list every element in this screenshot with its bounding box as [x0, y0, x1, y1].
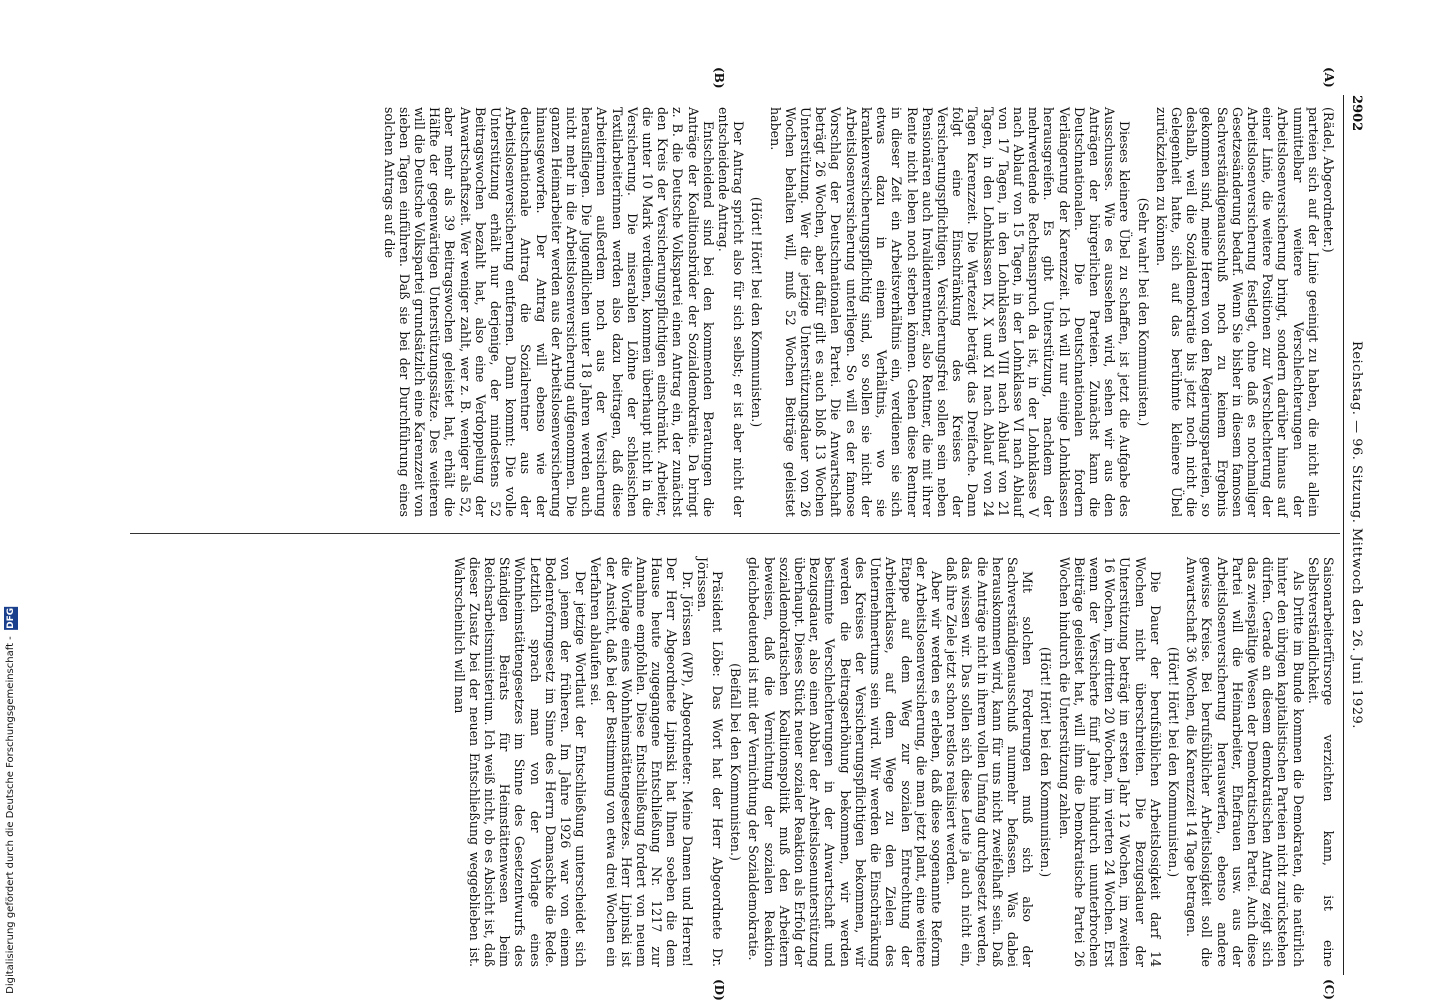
left-column [381, 107, 1336, 517]
paragraph: Saisonarbeiterfürsorge verzichten kann, ist eine Selbstverständlichkeit. [1305, 557, 1336, 967]
rotated-page-content [126, 67, 1366, 1001]
right-column [451, 557, 1336, 967]
paragraph: Der Antrag spricht also für sich selbst; er ist aber nicht der entscheidende Antrag. [716, 107, 747, 517]
credit-text: Digitalisierung gefördert durch die Deutsche Forschungsgemeinschaft - [5, 636, 16, 994]
paragraph: Mit solchen Forderungen muß sich also der Sachverständigenausschuß nunmehr befassen. Was dabei herauskommen wird, kann für uns nicht zweifelhaft sein. Daß die Anträge nicht in ihrem vollen Umfang durchgesetzt werden, das wissen wir. Das sollen sich diese Leute ja auch nicht ein, daß ihre Ziele jetzt schon restlos realisiert werden. [944, 557, 1036, 967]
paragraph: Aber wir werden es erleben, daß diese sogenannte Reform der Arbeitslosenversicherung, die man jetzt plant, eine weitere Etappe auf dem Weg zur sozialen Entrechtung der Arbeiterklasse, auf dem Wege zu den Zielen des Unternehmertums sein wird. Wir werden die Einschränkung des Kreises der Versicherungspflichtigen bekommen, wir werden die Beitragserhöhung bekommen, wir werden bestimmte Verschlechterungen in der Anwartschaft und Bezugsdauer, also einen Abbau der Arbeitslosenunterstützung überhaupt. Dieses Stück neuer sozialer Reaktion als Erfolg der sozialdemokratischen Koalitionspolitik muß den Arbeitern beweisen, daß die Vernichtung der sozialen Reaktion gleichbedeutend ist mit der Vernichtung der Sozialdemokratie. [746, 557, 944, 967]
interjection: (Sehr wahr! bei den Kommunisten.) [1135, 197, 1151, 427]
paragraph: Der jetzige Wortlaut der Entschließung unterscheidet sich von jenem der früheren. Im Jahre 1926 war von einem Bodenreformgesetz im Sinne des Herrn Damaschke die Rede. Letztlich sprach man von der Vorlage eines Wohnheimstättengesetzes im Sinne des Gesetzentwurfs des Ständigen Beirats für Heimstättenwesen beim Reichsarbeitsministerium. Ich weiß nicht, ob es Absicht ist, daß dieser Zusatz bei der neuen Entschließung weggeblieben ist. Wahrscheinlich will man [451, 557, 589, 967]
dfg-logo: DFG [6, 608, 16, 630]
column-divider [130, 533, 1340, 534]
speaker-heading: (Rädel, Abgeordneter.) [1321, 107, 1336, 253]
page-header [1344, 95, 1366, 975]
paragraph: Präsident Löbe: Das Wort hat der Herr Abgeordnete Dr. Jörissen. [694, 557, 726, 967]
margin-mark-c: (C) [1322, 979, 1336, 1000]
paragraph: Entscheidend sind bei den kommenden Beratungen die Anträge der Koalitionsbrüder der Sozialdemokratie. Da bringt z. B. die Deutsche Volkspartei einen Antrag ein, der zunächst den Kreis der Versicherungspflichtigen einschränkt. Arbeiter, die unter 10 Mark verdienen, kommen überhaupt nicht in die Versicherung. Die miserablen Löhne der schlesischen Textilarbeiterinnen werden also dazu beitragen, daß diese Arbeiterinnen außerdem noch aus der Versicherung herausfliegen. Die Jugendlichen unter 18 Jahren werden auch nicht mehr in die Arbeitslosenversicherung aufgenommen. Die ganzen Heimarbeiter werden aus der Arbeitslosenversicherung hinausgeworfen. Der Antrag will ebenso wie der deutschnationale Antrag die Sozialrentner aus der Arbeitslosenversicherung entfernen. Dann kommt: Die volle Unterstützung erhält nur derjenige, der mindestens 52 Beitragswochen bezahlt hat, also eine Verdoppelung der Anwartschaftszeit. Wer weniger zahlt, wer z. B. weniger als 52, aber mehr als 39 Beitragswochen geleistet hat, erhält die Hälfte der gegenwärtigen Unterstützungssätze. Des weiteren will die Deutsche Volkspartei grundsätzlich eine Karenzzeit von sieben Tagen einführen. Daß sie bei der Durchführung eines solchen Antrags auf die [381, 107, 716, 517]
interjection: (Hört! Hört! bei den Kommunisten.) [1038, 646, 1054, 878]
paragraph: Die Dauer der berufsüblichen Arbeitslosigkeit darf 14 Wochen nicht überschreiten. Die Bezugsdauer der Unterstützung beträgt im ersten Jahr 12 Wochen, im zweiten 16 Wochen, im dritten 20 Wochen, im vierten 24 Wochen. Erst wenn der Versicherte fünf Jahre hindurch ununterbrochen Beiträge geleistet hat, will ihm die Demokratische Partei 26 Wochen hindurch die Unterstützung zahlen. [1056, 557, 1163, 967]
margin-mark-a: (A) [1322, 67, 1336, 88]
paragraph: parteien sich auf der Linie geeinigt zu haben, die nicht allein unmittelbar weitere Verschlechterungen der Arbeitslosenversicherung bringt, sondern darüber hinaus auf einer Linie, die weitere Positionen zur Verschlechterung der Arbeitslosenversicherung festlegt, ohne daß es nochmaliger Gesetzesänderung bedarf. Wenn Sie bisher in diesem famosen Sachverständigenausschuß noch zu keinem Ergebnis gekommen sind, meine Herren von den Regierungsparteien, so deshalb, weil die Sozialdemokratie bis jetzt noch nicht die Gelegenheit hatte, sich auf das berühmte kleinere Übel zurückziehen zu können. [1153, 107, 1321, 517]
page-number: 2902 [1349, 95, 1364, 132]
interjection: (Hört! Hört! bei den Kommunisten.) [1165, 646, 1181, 878]
interjection: (Beifall bei den Kommunisten.) [728, 663, 744, 861]
paragraph: Dr. Jörissen (WP), Abgeordneter: Meine Damen und Herren! Der Herr Abgeordnete Lipinski hat Ihnen soeben die dem Hause heute zugegangene Entschließung Nr. 1217 zur Annahme empfohlen. Diese Entschließung fordert von neuem die Vorlage eines Wohnheimstättengesetzes. Herr Lipinski ist der Ansicht, daß bei der Bestimmung von etwa drei Wochen ein Verfahren ablaufen sei. [588, 557, 695, 967]
digitization-credit [4, 607, 18, 994]
margin-mark-b: (B) [712, 67, 726, 89]
margin-mark-d: (D) [712, 979, 726, 1001]
header-rule [1343, 95, 1344, 975]
paragraph: Dieses kleinere Übel zu schaffen, ist jetzt die Aufgabe des Ausschusses. Wie es aussehen wird, sehen wir aus den Anträgen der bürgerlichen Parteien. Zunächst kann die Deutschnationalen. Die Deutschnationalen fordern Verlängerung der Karenzzeit. Ich will nur einige Lohnklassen herausgreifen. Es gibt Unterstützung, nachdem der mehrwerdende Rechtsanspruch da ist, in der Lohnklasse V nach Ablauf von 15 Tagen, in der Lohnklasse VI nach Ablauf von 17 Tagen, in den Lohnklassen VIII nach Ablauf von 21 Tagen, in den Lohnklassen IX, X und XI nach Ablauf von 24 Tagen Karenzzeit. Die Wartezeit beträgt das Dreifache. Dann folgt eine Einschränkung des Kreises der Versicherungspflichtigen. Versicherungsfrei sollen sein neben Pensionären auch Invalidenrentner, also Rentner, die mit ihrer Rente nicht leben noch sterben können. Gehen diese Rentner in dieser Zeit ein Arbeitsverhältnis ein, verdienen sie sich etwas dazu in einem Verhältnis, wo sie krankenversicherungspflichtig sind, so sollen sie nicht der Arbeitslosenversicherung unterliegen. So will es der famose Vorschlag der Deutschnationalen Partei. Die Anwartschaft beträgt 26 Wochen, aber dafür gilt es auch bloß 13 Wochen Unterstützung. Wer die jetzige Unterstützungsdauer von 26 Wochen behalten will, muß 52 Wochen Beiträge geleistet haben. [767, 107, 1133, 517]
paragraph: Als Dritte im Bunde kommen die Demokraten, die natürlich hinter den übrigen kapitalistischen Parteien nicht zurückstehen dürfen. Gerade an diesem demokratischen Antrag zeigt sich das zwiespältige Wesen der Demokratischen Partei. Auch diese Partei will die Heimarbeiter, Ehefrauen usw. aus der Arbeitslosenversicherung herauswerfen, ebenso andere gewisse Kreise. Bei berufsüblicher Arbeitslosigkeit soll die Anwartschaft 36 Wochen, die Karenzzeit 14 Tage betragen. [1184, 557, 1306, 967]
page-title: Reichstag. — 96. Sitzung. Mittwoch den 26. Juni 1929. [1349, 341, 1364, 729]
interjection: (Hört! Hört! bei den Kommunisten.) [749, 196, 765, 428]
